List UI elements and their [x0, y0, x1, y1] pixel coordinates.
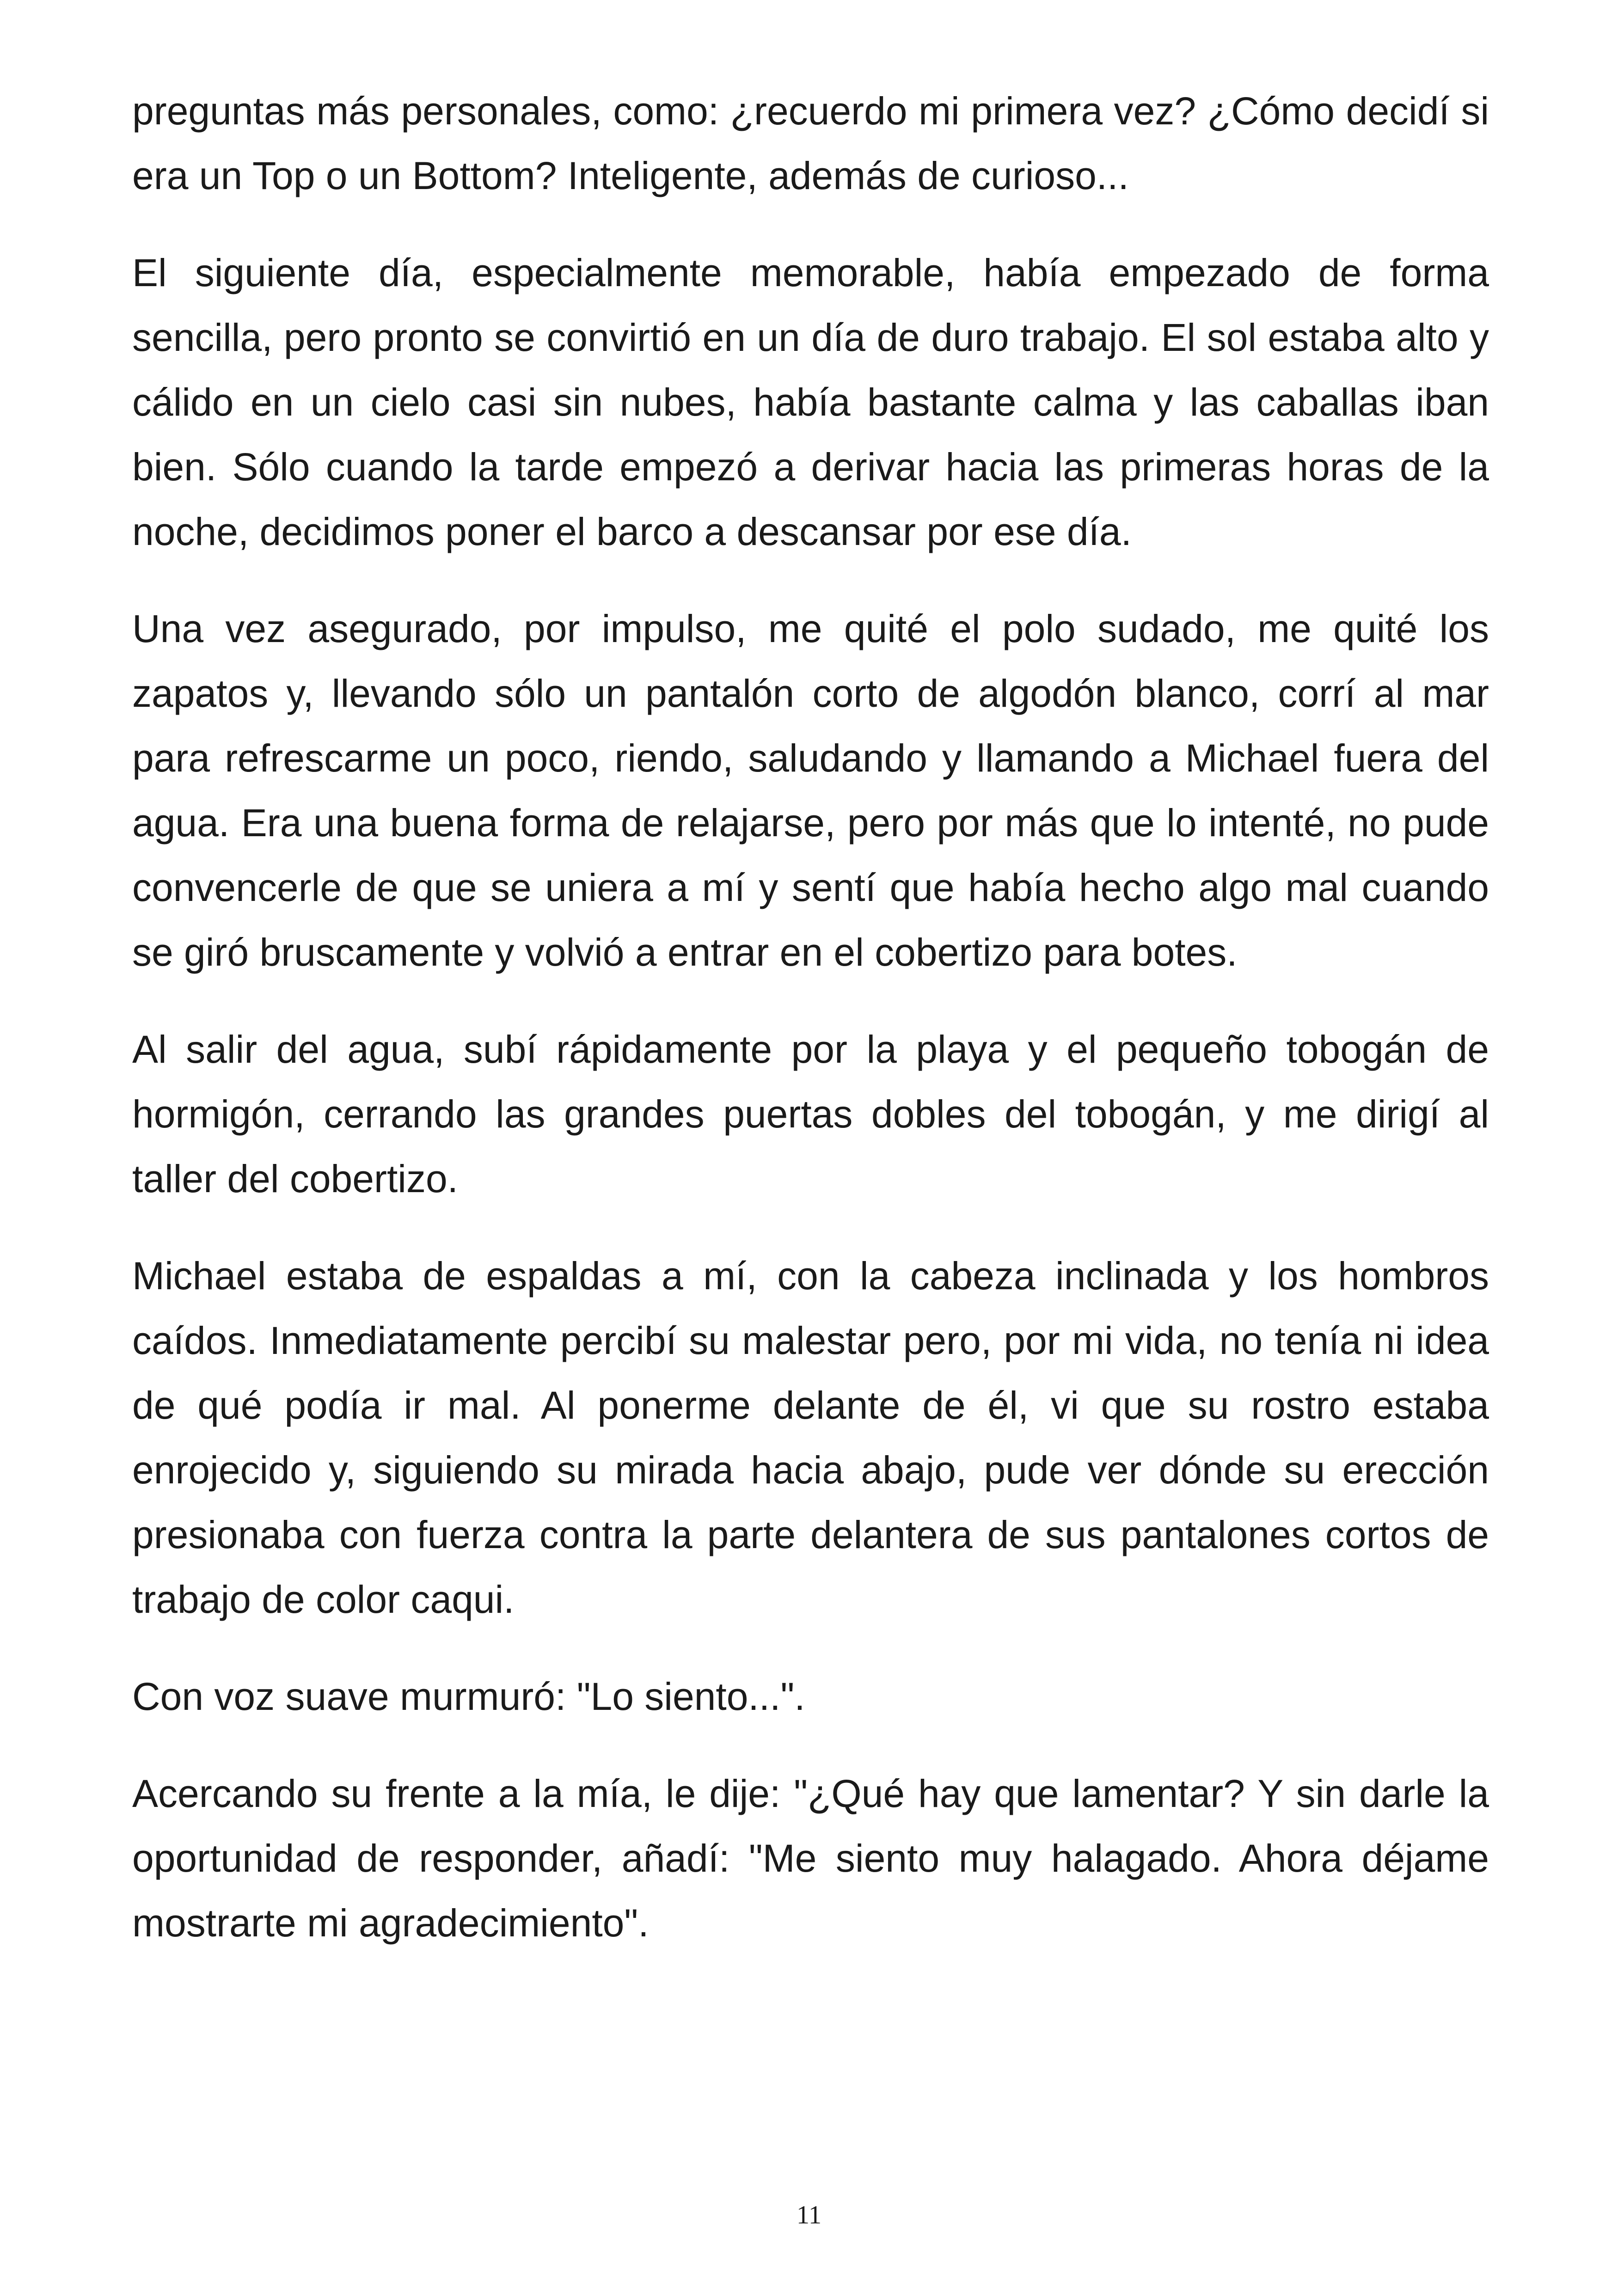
paragraph-2: El siguiente día, especialmente memorable, había empezado de forma sencilla, pero pronto se convirtió en un día de duro trabajo. El sol estaba alto y cálido en un cielo casi sin nubes, había bastante calma y las caballas iban bien. Sólo cuando la tarde empezó a derivar hacia las primeras horas de la noche, decidimos poner el barco a descansar por ese día. [132, 251, 1489, 553]
paragraph-3: Una vez asegurado, por impulso, me quité el polo sudado, me quité los zapatos y, llevando sólo un pantalón corto de algodón blanco, corrí al mar para refrescarme un poco, riendo, saludando y llamando a Michael fuera del agua. Era una buena forma de relajarse, pero por más que lo intenté, no pude convencerle de que se uniera a mí y sentí que había hecho algo mal cuando se giró bruscamente y volvió a entrar en el cobertizo para botes. [132, 607, 1489, 974]
page-number: 11 [797, 2201, 821, 2229]
body-text [132, 79, 1489, 1988]
paragraph-5: Michael estaba de espaldas a mí, con la cabeza inclinada y los hombros caídos. Inmediatamente percibí su malestar pero, por mi vida, no tenía ni idea de qué podía ir mal. Al ponerme delante de él, vi que su rostro estaba enrojecido y, siguiendo su mirada hacia abajo, pude ver dónde su erección presionaba con fuerza contra la parte delantera de sus pantalones cortos de trabajo de color caqui. [132, 1254, 1489, 1621]
paragraph-7: Acercando su frente a la mía, le dije: "¿Qué hay que lamentar? Y sin darle la oportunidad de responder, añadí: "Me siento muy halagado. Ahora déjame mostrarte mi agradecimiento". [132, 1772, 1489, 1945]
paragraph-6: Con voz suave murmuró: "Lo siento...". [132, 1675, 805, 1718]
paragraph-1: preguntas más personales, como: ¿recuerdo mi primera vez? ¿Cómo decidí si era un Top o un Bottom? Inteligente, además de curioso... [132, 89, 1489, 197]
paragraph-4: Al salir del agua, subí rápidamente por la playa y el pequeño tobogán de hormigón, cerrando las grandes puertas dobles del tobogán, y me dirigí al taller del cobertizo. [132, 1028, 1489, 1200]
